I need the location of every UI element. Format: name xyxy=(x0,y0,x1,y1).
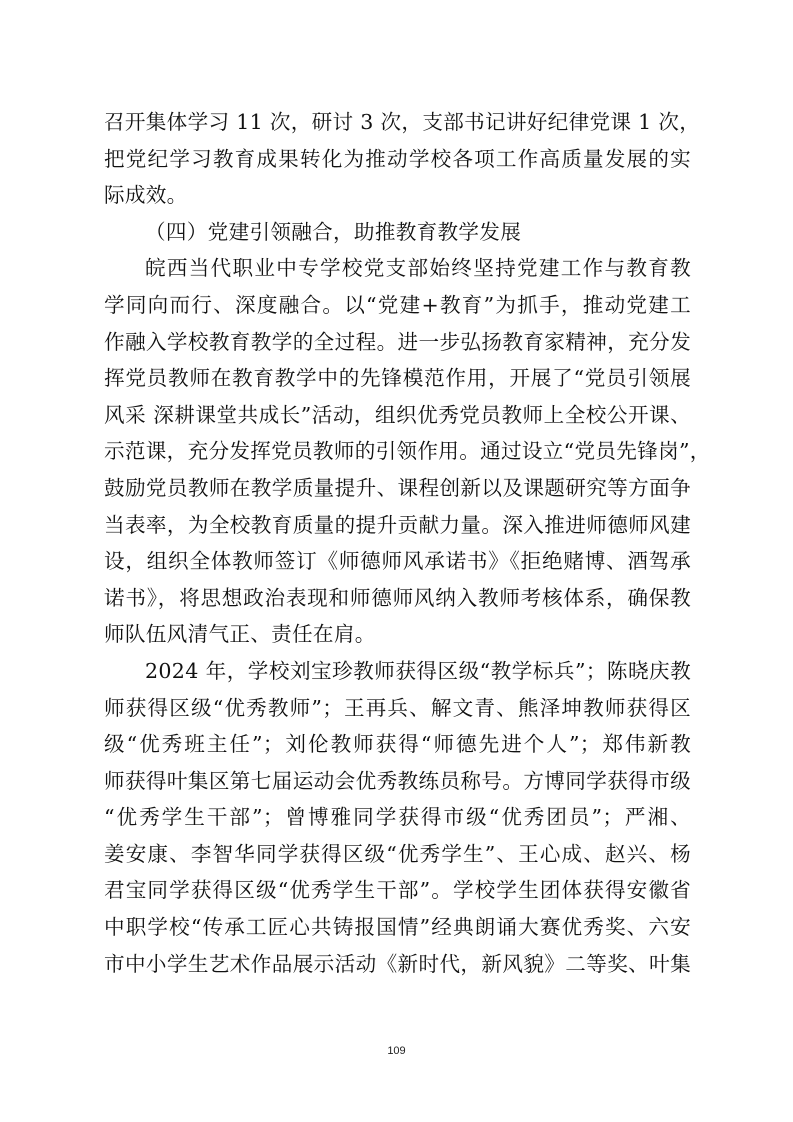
text-line: 姜安康、李智华同学获得区级“优秀学生”、王心成、赵兴、杨 xyxy=(104,841,692,866)
section-heading xyxy=(104,214,691,251)
text-line: 学同向而行、深度融合。以“党建+教育”为抓手，推动党建工 xyxy=(104,292,691,317)
paragraph xyxy=(104,653,691,982)
text-line: 师获得叶集区第七届运动会优秀教练员称号。方博同学获得市级 xyxy=(104,768,691,793)
text-line: 鼓励党员教师在教学质量提升、课程创新以及课题研究等方面争 xyxy=(104,475,691,500)
text-line: 诺书》，将思想政治表现和师德师风纳入教师考核体系，确保教 xyxy=(104,585,691,610)
text-line: 师获得区级“优秀教师”；王再兵、解文青、熊泽坤教师获得区 xyxy=(104,695,691,720)
text-line: 当表率，为全校教育质量的提升贡献力量。深入推进师德师风建 xyxy=(104,512,691,537)
text-line: 2024 年，学校刘宝珍教师获得区级“教学标兵”；陈晓庆教 xyxy=(145,658,691,683)
text-line: 示范课，充分发挥党员教师的引领作用。通过设立“党员先锋岗”， xyxy=(104,439,711,464)
text-line: 君宝同学获得区级“优秀学生干部”。学校学生团体获得安徽省 xyxy=(104,878,691,903)
text-line: 级“优秀班主任”；刘伦教师获得“师德先进个人”；郑伟新教 xyxy=(104,732,691,757)
heading-line: （四）党建引领融合，助推教育教学发展 xyxy=(145,219,522,244)
text-line: 市中小学生艺术作品展示活动《新时代，新风貌》二等奖、叶集 xyxy=(104,951,691,976)
text-line: 风采 深耕课堂共成长”活动，组织优秀党员教师上全校公开课、 xyxy=(104,402,691,427)
text-line: 设，组织全体教师签订《师德师风承诺书》《拒绝赌博、酒驾承 xyxy=(104,549,691,574)
text-line: 皖西当代职业中专学校党支部始终坚持党建工作与教育教 xyxy=(145,256,691,281)
paragraph xyxy=(104,104,701,214)
text-line: 作融入学校教育教学的全过程。进一步弘扬教育家精神，充分发 xyxy=(104,329,691,354)
text-line: 师队伍风清气正、责任在肩。 xyxy=(104,622,376,647)
document-body xyxy=(104,104,711,982)
page-number: 109 xyxy=(387,1045,406,1057)
text-line: 挥党员教师在教育教学中的先锋模范作用，开展了“党员引领展 xyxy=(104,366,691,391)
text-line: 把党纪学习教育成果转化为推动学校各项工作高质量发展的实 xyxy=(104,146,691,171)
paragraph xyxy=(104,250,711,653)
text-line: 中职学校“传承工匠心共铸报国情”经典朗诵大赛优秀奖、六安 xyxy=(104,915,691,940)
text-line: 召开集体学习 11 次，研讨 3 次，支部书记讲好纪律党课 1 次， xyxy=(104,110,701,134)
text-line: “优秀学生干部”；曾博雅同学获得市级“优秀团员”；严湘、 xyxy=(104,805,691,830)
text-line: 际成效。 xyxy=(104,183,188,208)
